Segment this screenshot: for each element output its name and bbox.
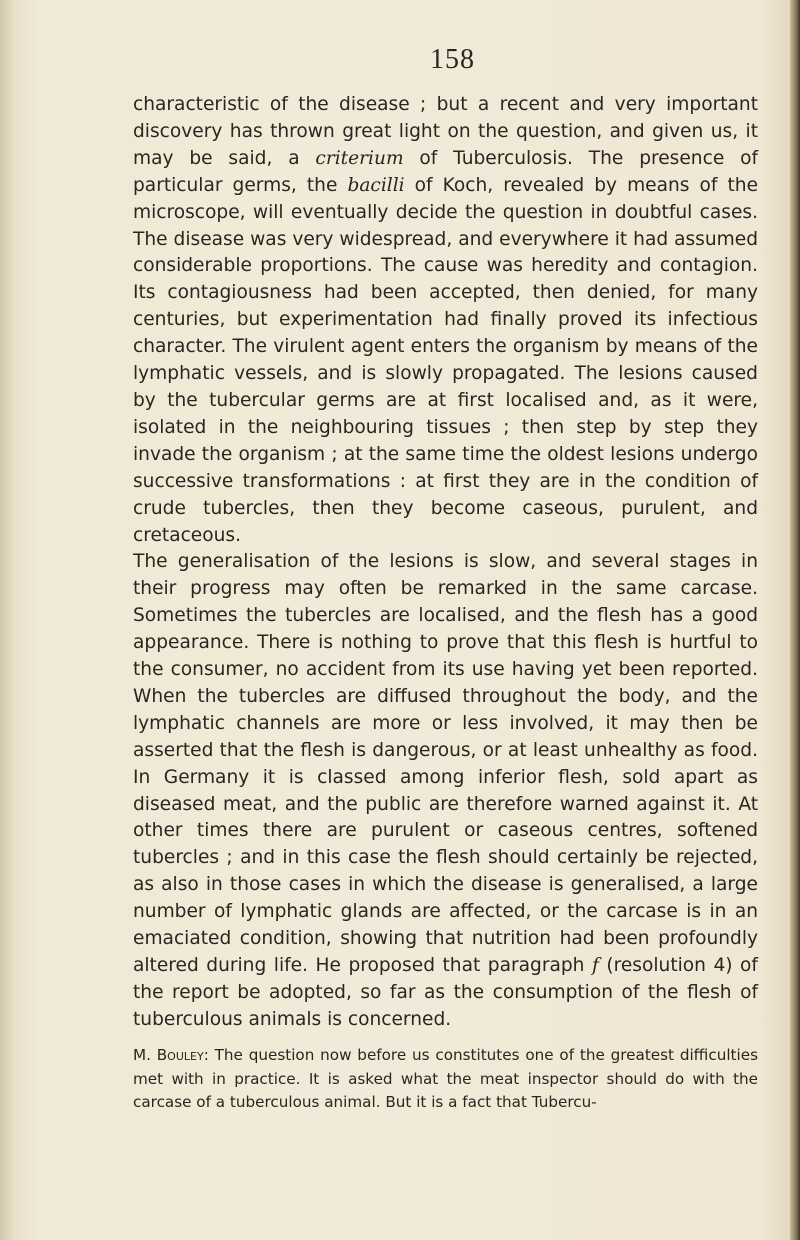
main-text: [133, 92, 758, 1034]
paragraph-1-italic-a: criterium: [315, 147, 404, 169]
paragraph-2-italic-a: f: [591, 955, 599, 976]
speaker-name: Bouley: [156, 1046, 204, 1064]
paragraph-1-text-b: of Tuberculosis. The presence of particular germs, the: [133, 147, 759, 196]
paragraph-3-prefix: M.: [133, 1046, 157, 1064]
page-edge: [790, 0, 800, 1240]
paragraph-1-text-a: characteristic of the disease ; but a recent and very important discovery has thrown great light on the question, and given us, it may be said, a: [133, 94, 758, 169]
paragraph-1-italic-b: bacilli: [347, 174, 405, 196]
paragraph-1-text-c: of Koch, revealed by means of the microscope, will eventually decide the question in doubtful cases. The disease was very widespread, and everywhere it had assumed considerable proportions. The cause was heredity and contagion. Its contagiousness had been accepted, then denied, for many centuries, but experimentation had finally proved its infectious character. The virulent agent enters the organism by means of the lymphatic vessels, and is slowly propagated. The lesions caused by the tubercular germs are at first localised and, as it were, isolated in the neighbouring tissues ; then step by step they invade the organism ; at the same time the oldest lesions undergo successive transformations : at first they are in the condition of crude tubercles, then they become caseous, purulent, and cretaceous.: [133, 174, 759, 546]
paragraph-3-text: : The question now before us constitutes one of the greatest difficulties met with in practice. It is asked what the meat inspector should do with the carcase of a tuberculous animal. But it is a fact that Tubercu-: [133, 1046, 758, 1111]
page-number: 158: [430, 44, 475, 75]
gutter-shadow: [0, 0, 14, 1240]
paragraph-1: [133, 92, 758, 549]
paragraph-2-text-b: (resolution 4) of the report be adopted, so far as the consumption of the flesh of tuberculous animals is concerned.: [133, 955, 758, 1030]
paragraph-2: [133, 549, 758, 1033]
paragraph-3: [133, 1044, 758, 1115]
footnote-text: [133, 1044, 758, 1115]
paragraph-2-text-a: The generalisation of the lesions is slow, and several stages in their progress may often be remarked in the same carcase. Sometimes the tubercles are localised, and the flesh has a good appearance. There is nothing to prove that this flesh is hurtful to the consumer, no accident from its use having yet been reported. When the tubercles are diffused throughout the body, and the lymphatic channels are more or less involved, it may then be asserted that the flesh is dangerous, or at least unhealthy as food. In Germany it is classed among inferior flesh, sold apart as diseased meat, and the public are therefore warned against it. At other times there are purulent or caseous centres, softened tubercles ; and in this case the flesh should certainly be rejected, as also in those cases in which the disease is generalised, a large number of lymphatic glands are affected, or the carcase is in an emaciated condition, showing that nutrition had been profoundly altered during life. He proposed that paragraph: [133, 551, 758, 976]
